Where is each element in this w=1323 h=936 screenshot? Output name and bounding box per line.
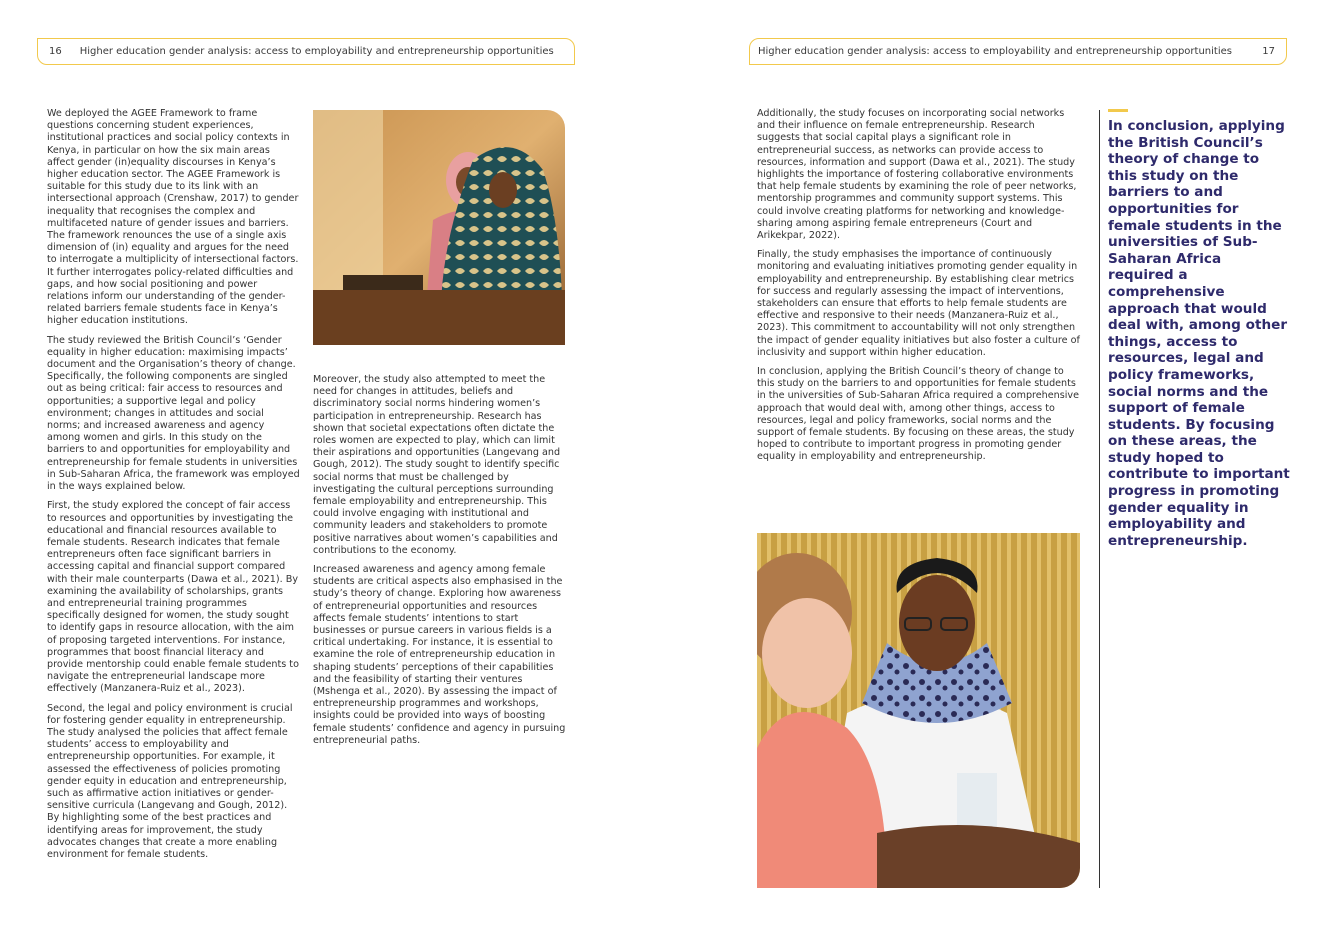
header-title: Higher education gender analysis: access to employability and entrepreneurship opportunities — [758, 46, 1232, 57]
paragraph: Moreover, the study also attempted to meet the need for changes in attitudes, beliefs and discriminatory social norms hindering women’s participation in entrepreneurship. Research has shown that societal expectations often dictate the roles women are expected to play, which can limit their aspirations and opportunities (Langevang and Gough, 2012). The study sought to identify specific social norms that must be challenged by investigating the cultural perceptions surrounding female employability and entrepreneurship. This could involve engaging with institutional and community leaders and stakeholders to promote positive narratives about women’s capabilities and contributions to the economy. — [313, 374, 561, 556]
header-title: Higher education gender analysis: access to employability and entrepreneurship opportunities — [79, 46, 554, 57]
paragraph: First, the study explored the concept of fair access to resources and opportunities by investigating the educational and financial resources available to female students. Research indicates that female entrepreneurs often face significant barriers in accessing capital and financial support compared with their male counterparts (Dawa et al., 2021). By examining the availability of scholarships, grants and entrepreneurial training programmes specifically designed for women, the study sought to identify gaps in resource allocation, with the aim of proposing targeted interventions. For instance, programmes that boost financial literacy and provide mentorship could enable female students to navigate the entrepreneurial landscape more effectively (Manzanera-Ruiz et al., 2023). — [47, 500, 299, 695]
paragraph: Finally, the study emphasises the importance of continuously monitoring and evaluating initiatives promoting gender equality in employability and entrepreneurship. By establishing clear metrics for success and regularly assessing the impact of interventions, stakeholders can ensure that efforts to help female students are effective and responsive to their needs (Manzanera-Ruiz et al., 2023). This commitment to accountability will not only strengthen the impact of gender equality initiatives but also foster a culture of inclusivity and support within higher education. — [757, 249, 1080, 358]
pull-quote: In conclusion, applying the British Council’s theory of change to this study on the barriers to and opportunities for female students in the universities of Sub-Saharan Africa required a comprehensive approach that would deal with, among other things, access to resources, legal and policy frameworks, social norms and the support of female students. By focusing on these areas, the study hoped to contribute to important progress in promoting gender equality in employability and entrepreneurship. — [1108, 118, 1290, 549]
paragraph: Second, the legal and policy environment is crucial for fostering gender equality in entrepreneurship. The study analysed the policies that affect female students’ access to employability and entrepreneurship opportunities. For example, it assessed the effectiveness of policies promoting gender equity in education and entrepreneurship, such as affirmative action initiatives or gender-sensitive curricula (Langevang and Gough, 2012). By highlighting some of the best practices and identifying areas for improvement, the study advocates changes that create a more enabling environment for female students. — [47, 702, 293, 860]
text-column-2 — [313, 374, 566, 754]
text-column-3 — [757, 108, 1080, 471]
paragraph: In conclusion, applying the British Council’s theory of change to this study on the barriers to and opportunities for female students in the universities of Sub-Saharan Africa required a comprehensive approach that would deal with, among other things, access to resources, legal and policy frameworks, social norms and the support of female students. By focusing on these areas, the study hoped to contribute to important progress in promoting gender equality in employability and entrepreneurship. — [757, 366, 1079, 463]
paragraph: Increased awareness and agency among female students are critical aspects also emphasised in the study’s theory of change. Exploring how awareness of entrepreneurial opportunities and resources affects female students’ intentions to start businesses or pursue careers in various fields is a critical undertaking. For instance, it is essential to examine the role of entrepreneurship education in shaping students’ perceptions of their capabilities and the feasibility of starting their ventures (Mshenga et al., 2020). By assessing the impact of entrepreneurship programmes and workshops, insights could be provided into ways of boosting female students’ confidence and agency in pursuing entrepreneurial paths. — [313, 564, 566, 746]
paragraph: The study reviewed the British Council’s ‘Gender equality in higher education: maximising impacts’ document and the Organisation’s theory of change. Specifically, the following components are singled out as being critical: fair access to resources and opportunities; a supportive legal and policy environment; changes in attitudes and social norms; and increased awareness and agency among women and girls. In this study on the barriers to and opportunities for employability and entrepreneurship for female students in universities in Sub-Saharan Africa, the framework was employed in the ways explained below. — [47, 334, 300, 493]
accent-bar — [1108, 109, 1128, 112]
page-number: 17 — [1262, 46, 1275, 57]
text-column-1 — [47, 108, 300, 868]
divider-line — [1099, 110, 1100, 888]
paragraph: Additionally, the study focuses on incorporating social networks and their influence on female entrepreneurship. Research suggests that social capital plays a significant role in entrepreneurial success, as networks can provide access to resources, information and support (Dawa et al., 2021). The study highlights the importance of fostering collaborative environments that help female students by examining the role of peer networks, mentorship programmes and community support systems. This could involve creating platforms for networking and knowledge-sharing among aspiring female entrepreneurs (Court and Arikekpar, 2022). — [757, 108, 1077, 242]
paragraph: We deployed the AGEE Framework to frame questions concerning student experiences, institutional practices and social policy contexts in Kenya, in particular on how the six main areas affect gender (in)equality discourses in Kenya’s higher education sector. The AGEE Framework is suitable for this study due to its link with an intersectional approach (Crenshaw, 2017) to gender inequality that recognises the complex and multifaceted nature of gender issues and barriers. The framework renounces the use of a single axis dimension of (in) equality and argues for the need to interrogate a multiplicity of intersectional factors. It further interrogates policy-related difficulties and gaps, and how social positioning and power relations inform our understanding of the gender-related barriers female students face in Kenya’s higher education institutions. — [47, 108, 299, 327]
photo-students-in-headscarves — [313, 110, 565, 345]
page-header-right — [749, 38, 1287, 65]
page-header-left — [37, 38, 575, 65]
page-number: 16 — [49, 46, 62, 57]
photo-mentoring-session — [757, 533, 1080, 888]
